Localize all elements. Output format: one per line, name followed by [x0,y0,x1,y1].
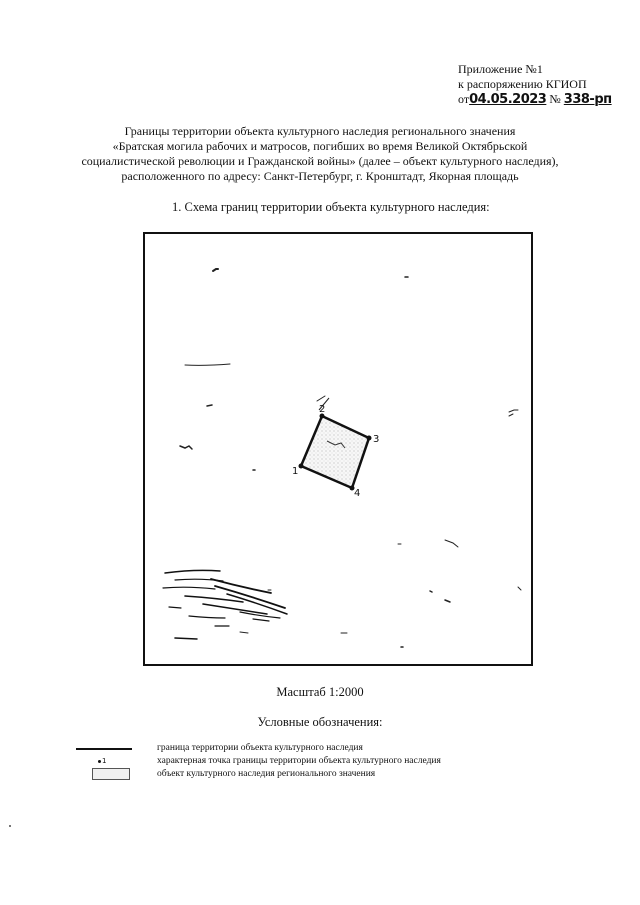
title-line: расположенного по адресу: Санкт-Петербург, г. Кронштадт, Якорная площадь [121,169,519,183]
point-symbol-label: 1 [98,757,106,765]
heritage-object-area [301,398,369,488]
heritage-object-symbol [76,768,134,781]
legend-item-label: граница территории объекта культурного наследия [157,743,363,753]
document-title [40,124,600,184]
title-line: «Братская могила рабочих и матросов, погибших во время Великой Октябрьской [112,139,528,153]
legend-item-label: объект культурного наследия регионального значения [157,769,376,779]
legend-item-object [76,768,546,781]
appendix-header [458,62,633,107]
appendix-order-label: к распоряжению КГИОП [458,77,587,91]
boundary-scheme-map [143,232,533,666]
title-line: социалистической революции и Гражданской войны» (далее – объект культурного наследия), [81,154,559,168]
point-label-4: 4 [354,488,361,499]
point-label-1: 1 [292,466,299,477]
point-label-2: 2 [319,404,326,415]
order-number: 338-рп [563,92,612,107]
boundary-point-symbol [76,755,134,768]
scan-mark [9,825,11,827]
legend-item-boundary [76,742,546,755]
point-label-3: 3 [373,434,380,445]
boundary-line-symbol [76,742,134,755]
scheme-drawing [145,234,533,666]
section-heading: 1. Схема границ территории объекта культурного наследия: [172,200,490,214]
title-line: Границы территории объекта культурного наследия регионального значения [124,124,516,138]
legend-item-point [76,755,546,768]
boundary-point-1 [299,464,304,469]
legend-item-label: характерная точка границы территории объекта культурного наследия [157,756,441,766]
number-sign: № [549,92,561,106]
date-prefix: от [458,92,470,106]
legend-title: Условные обозначения: [257,715,383,729]
legend [76,742,546,781]
appendix-title: Приложение №1 [458,62,543,76]
appendix-date-number [458,92,633,107]
map-hatch-cluster [163,570,287,639]
map-scale: Масштаб 1:2000 [276,685,364,699]
order-date: 04.05.2023 [469,92,547,107]
boundary-point-3 [367,436,372,441]
